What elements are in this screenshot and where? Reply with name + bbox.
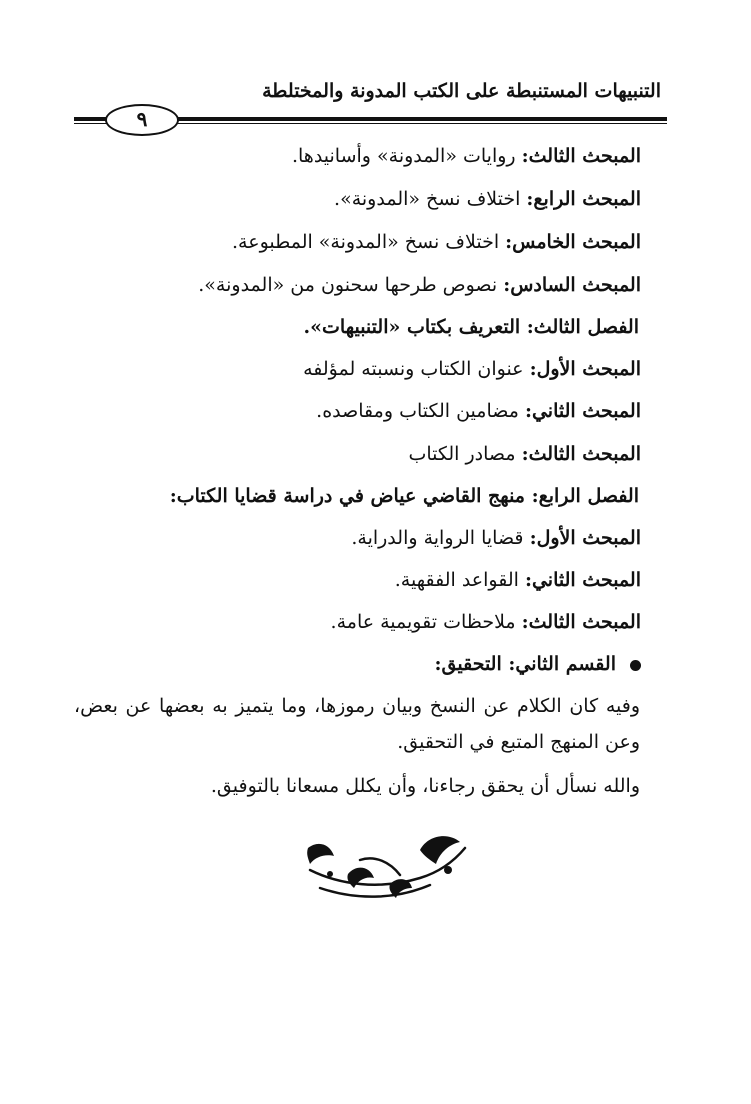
- chapter-label: الفصل الثالث: التعريف بكتاب «التنبيهات».: [303, 316, 639, 338]
- paragraph: وفيه كان الكلام عن النسخ وبيان رموزها، وما يتميز به بعضها عن بعض، وعن المنهج المتبع في التحقيق.: [74, 695, 640, 753]
- toc-label: المبحث الثالث:: [521, 611, 641, 633]
- toc-line: [292, 142, 641, 170]
- toc-label: المبحث السادس:: [503, 274, 641, 296]
- toc-label: المبحث الأول:: [529, 358, 641, 380]
- toc-text: اختلاف نسخ «المدونة» المطبوعة.: [232, 231, 506, 253]
- paragraph: والله نسأل أن يحقق رجاءنا، وأن يكلل مسعانا بالتوفيق.: [210, 775, 640, 797]
- toc-line: [334, 185, 641, 213]
- toc-line: [303, 355, 641, 383]
- toc-text: نصوص طرحها سحنون من «المدونة».: [198, 274, 504, 296]
- toc-label: المبحث الثاني:: [524, 569, 641, 591]
- toc-line: [331, 608, 641, 636]
- toc-text: مصادر الكتاب: [408, 443, 522, 465]
- section-label: القسم الثاني: التحقيق:: [434, 653, 616, 675]
- toc-text: ملاحظات تقويمية عامة.: [330, 611, 522, 633]
- toc-text: قضايا الرواية والدراية.: [351, 527, 530, 549]
- bullet-icon: [630, 660, 641, 671]
- chapter-label: الفصل الرابع: منهج القاضي عياض في دراسة قضايا الكتاب:: [169, 485, 639, 507]
- page-number: ٩: [105, 104, 179, 136]
- paragraph-body: [74, 688, 640, 760]
- toc-label: المبحث الخامس:: [505, 231, 641, 253]
- chapter-heading: [304, 313, 639, 341]
- running-title: التنبيهات المستنبطة على الكتب المدونة والمختلطة: [262, 80, 661, 102]
- toc-label: المبحث الرابع:: [526, 188, 641, 210]
- chapter-heading: [170, 482, 639, 510]
- toc-text: عنوان الكتاب ونسبته لمؤلفه: [303, 358, 530, 380]
- toc-label: المبحث الثالث:: [521, 145, 641, 167]
- toc-line: [408, 440, 641, 468]
- toc-text: مضامين الكتاب ومقاصده.: [316, 400, 525, 422]
- toc-text: اختلاف نسخ «المدونة».: [334, 188, 527, 210]
- toc-label: المبحث الأول:: [529, 527, 641, 549]
- toc-line: [198, 271, 641, 299]
- floral-ornament-icon: [300, 830, 470, 908]
- toc-line: [232, 228, 641, 256]
- toc-text: القواعد الفقهية.: [394, 569, 525, 591]
- toc-text: روايات «المدونة» وأسانيدها.: [291, 145, 522, 167]
- paragraph-closing: [74, 768, 640, 804]
- toc-line: [351, 524, 641, 552]
- toc-line: [395, 566, 641, 594]
- toc-label: المبحث الثالث:: [521, 443, 641, 465]
- toc-label: المبحث الثاني:: [524, 400, 641, 422]
- toc-line: [316, 397, 641, 425]
- section-heading: [434, 650, 641, 678]
